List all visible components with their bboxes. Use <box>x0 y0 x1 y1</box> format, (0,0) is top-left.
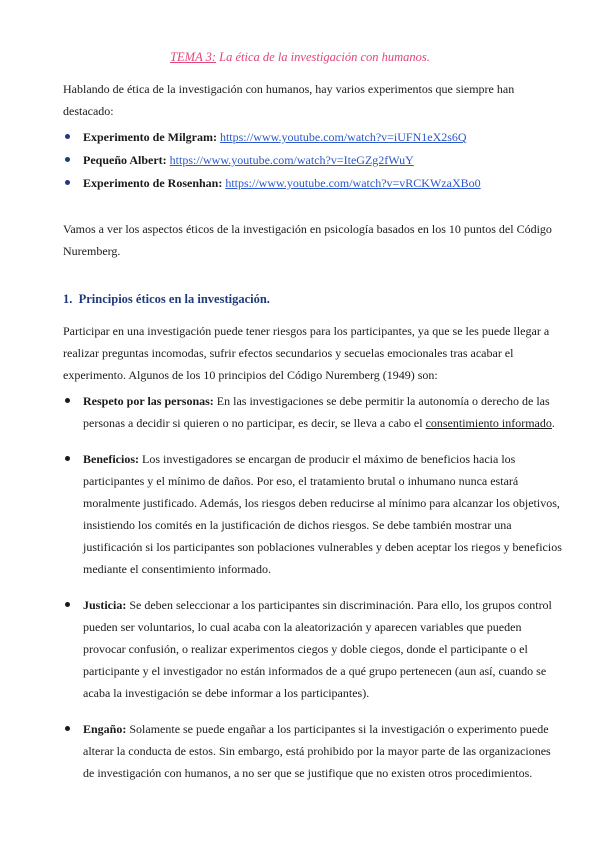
experiment-label: Pequeño Albert: <box>83 153 167 167</box>
principle-underlined: consentimiento informado <box>425 416 552 430</box>
experiment-label: Experimento de Milgram: <box>83 130 217 144</box>
section-heading <box>63 292 270 307</box>
experiments-list <box>63 126 563 194</box>
section-title: Principios éticos en la investigación. <box>78 292 270 306</box>
principle-label: Beneficios: <box>83 452 139 466</box>
bullet-icon <box>65 180 70 185</box>
bullet-icon <box>65 602 70 607</box>
principles-list <box>63 390 563 784</box>
bullet-icon <box>65 157 70 162</box>
title-text: La ética de la investigación con humanos. <box>216 50 430 64</box>
list-item <box>63 390 563 434</box>
experiment-link[interactable]: https://www.youtube.com/watch?v=IteGZg2fWuY <box>169 153 414 167</box>
principle-tail: . <box>551 416 555 430</box>
principle-label: Engaño: <box>83 722 127 736</box>
bullet-icon <box>65 134 70 139</box>
principle-text: Solamente se puede engañar a los participantes si la investigación o experimento puede alterar la conducta de estos. Sin embargo, está prohibido por la mayor parte de las organizaciones de investigación con humanos, a no ser que se justifique que no existen otros procedimientos. <box>83 722 551 780</box>
list-item <box>63 149 563 171</box>
experiment-link[interactable]: https://www.youtube.com/watch?v=iUFN1eX2s6Q <box>219 130 467 144</box>
list-item <box>63 448 563 580</box>
bullet-icon <box>65 726 70 731</box>
page-title <box>0 50 600 65</box>
experiment-label: Experimento de Rosenhan: <box>83 176 223 190</box>
list-item <box>63 126 563 148</box>
experiment-link[interactable]: https://www.youtube.com/watch?v=vRCKWzaXBo0 <box>225 176 481 190</box>
list-item <box>63 718 563 784</box>
list-item <box>63 594 563 704</box>
bullet-icon <box>65 456 70 461</box>
section-intro: Participar en una investigación puede tener riesgos para los participantes, ya que se les puede llegar a realizar preguntas incomodas, sufrir efectos secundarios y secuelas emocionales tras acabar el experimento. Algunos de los 10 principios del Código Nuremberg (1949) son: <box>63 324 550 382</box>
principle-text: En las investigaciones se debe permitir la autonomía o derecho de las personas a decidir si quieren o no participar, es decir, se lleva a cabo el <box>83 394 550 430</box>
intro-paragraph: Hablando de ética de la investigación con humanos, hay varios experimentos que siempre han destacado: <box>63 82 515 118</box>
list-item <box>63 172 563 194</box>
principle-label: Justicia: <box>83 598 127 612</box>
principle-text: Los investigadores se encargan de producir el máximo de beneficios hacia los participantes y el mínimo de daños. Por eso, el tratamiento brutal o inhumano nunca estará moralmente justificado. Además, los riesgos deben reducirse al mínimo para alcanzar los objetivos, insistiendo los comités en la justificación de dichos riesgos. Se debe también mostrar una justificación si los participantes son poblaciones vulnerables y deben aceptar los riegos y beneficios mediante el consentimiento informado. <box>83 452 562 576</box>
title-prefix: TEMA 3: <box>170 50 217 64</box>
principle-text: Se deben seleccionar a los participantes sin discriminación. Para ello, los grupos control pueden ser voluntarios, lo cual acaba con la aleatorización y aparecen variables que pueden provocar confusión, o realizar experimentos ciegos y doble ciegos, donde el participante o el participante y el investigador no están informados de a qué grupo pertenecen (aun así, cuando se acaba la investigación se debe informar a los participantes). <box>83 598 552 700</box>
principle-label: Respeto por las personas: <box>83 394 214 408</box>
section-number: 1. <box>63 292 73 306</box>
bullet-icon <box>65 398 70 403</box>
nuremberg-intro: Vamos a ver los aspectos éticos de la investigación en psicología basados en los 10 puntos del Código Nuremberg. <box>63 222 552 258</box>
